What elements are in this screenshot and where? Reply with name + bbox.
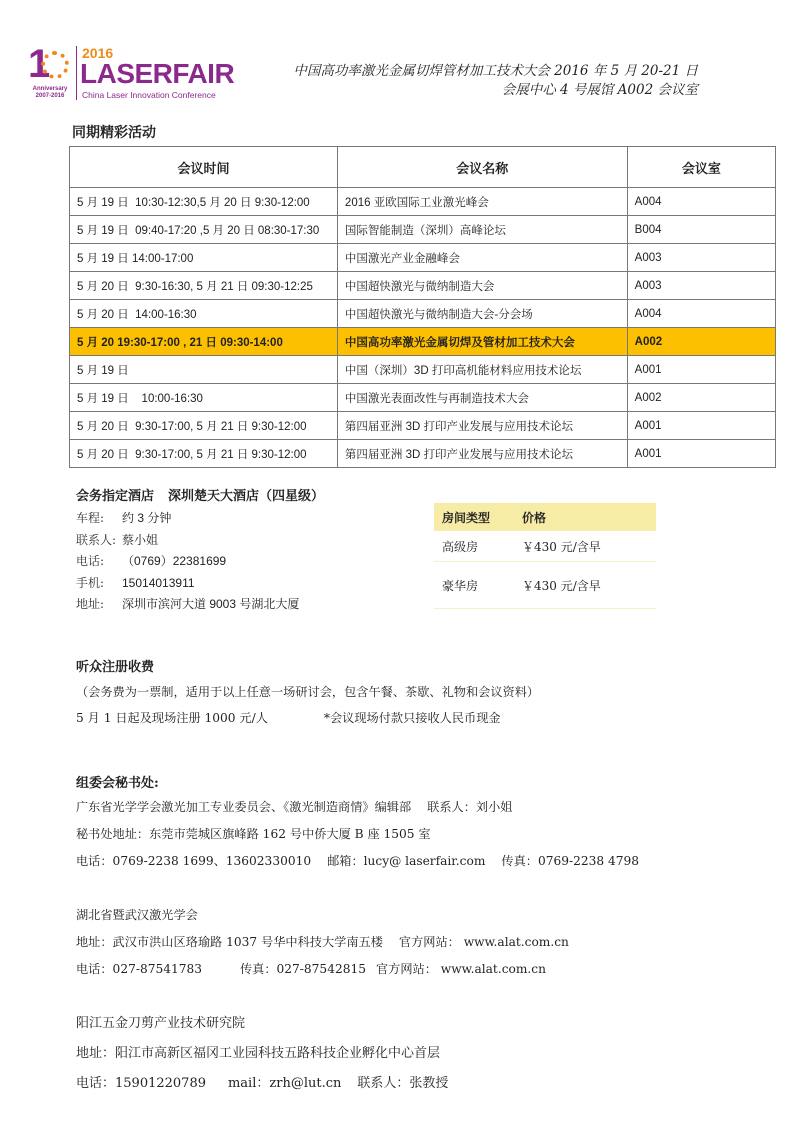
- cell-time: 5 月 20 日 9:30-17:00, 5 月 21 日 9:30-12:00: [70, 440, 338, 468]
- secretariat-address: 秘书处地址：东莞市莞城区旗峰路 162 号中侨大厦 B 座 1505 室: [76, 827, 431, 841]
- cell-name: 中国激光表面改性与再制造技术大会: [337, 384, 627, 412]
- hotel-detail-row: 手机: 15014013911: [76, 575, 195, 590]
- cell-name: 中国高功率激光金属切焊及管材加工技术大会: [337, 328, 627, 356]
- logo-divider: [76, 46, 77, 100]
- table-row: [70, 412, 776, 440]
- cell-room: A004: [627, 188, 775, 216]
- table-row: [70, 356, 776, 384]
- fee-price: 5 月 1 日起及现场注册 1000 元/人: [76, 711, 268, 725]
- logo-brand: LASERFAIR: [80, 58, 235, 89]
- hubei-name: 湖北省暨武汉激光学会: [76, 908, 198, 922]
- hubei-website-2[interactable]: 官方网站： www.alat.com.cn: [375, 962, 546, 976]
- table-row: [70, 300, 776, 328]
- yangjiang-address: 地址：阳江市高新区福冈工业园科技五路科技企业孵化中心首层: [76, 1046, 441, 1061]
- cell-time: 5 月 20 日 14:00-16:30: [70, 300, 338, 328]
- cash-note: *会议现场付款只接收人民币现金: [323, 711, 501, 725]
- hotel-detail-row: 车程: 约 3 分钟: [76, 511, 172, 525]
- cell-room: A003: [627, 272, 775, 300]
- cell-time: 5 月 20 日 9:30-16:30, 5 月 21 日 09:30-12:25: [70, 272, 338, 300]
- room-price-table: [434, 503, 656, 609]
- cell-time: 5 月 19 日: [70, 356, 338, 384]
- logo-anniversary: Anniversary 2007-2016: [32, 86, 68, 99]
- table-row: [70, 188, 776, 216]
- cell-name: 国际智能制造（深圳）高峰论坛: [337, 216, 627, 244]
- secretariat-contact-line: [76, 852, 639, 869]
- logo-tagline: China Laser Innovation Conference: [82, 90, 216, 100]
- column-header-room: 会议室: [627, 147, 775, 188]
- logo-ring-icon: [41, 51, 69, 79]
- fee-note: （会务费为一票制，适用于以上任意一场研讨会，包含午餐、茶歇、礼物和会议资料）: [76, 685, 540, 699]
- logo-numeral: 1: [28, 42, 49, 86]
- cell-room: A001: [627, 412, 775, 440]
- hotel-detail-row: 联系人: 蔡小姐: [76, 532, 159, 547]
- cell-name: 第四届亚洲 3D 打印产业发展与应用技术论坛: [337, 412, 627, 440]
- cell-room: A002: [627, 328, 775, 356]
- cell-room: A001: [627, 356, 775, 384]
- fee-price-line: [76, 709, 501, 726]
- hotel-detail-row: 地址: 深圳市滨河大道 9003 号湖北大厦: [76, 597, 300, 611]
- table-row: [70, 244, 776, 272]
- cell-time: 5 月 19 日 09:40-17:20 ,5 月 20 日 08:30-17:30: [70, 216, 338, 244]
- hotel-name: 深圳楚天大酒店（四星级）: [168, 489, 325, 504]
- secretariat-fax: 传真：0769-2238 4798: [501, 854, 639, 868]
- organizers-title: 组委会秘书处:: [76, 776, 159, 791]
- cell-time: 5 月 19 日 10:00-16:30: [70, 384, 338, 412]
- room-row: 豪华房 ￥430 元/含早: [434, 562, 656, 609]
- table-row: [70, 440, 776, 468]
- column-header-name: 会议名称: [337, 147, 627, 188]
- cell-name: 中国超快激光与微纳制造大会-分会场: [337, 300, 627, 328]
- cell-name: 中国激光产业金融峰会: [337, 244, 627, 272]
- cell-time: 5 月 20 日 9:30-17:00, 5 月 21 日 9:30-12:00: [70, 412, 338, 440]
- room-row: 高级房 ￥430 元/含早: [434, 531, 656, 562]
- table-row: [70, 328, 776, 356]
- secretariat-phone: 电话：0769-2238 1699、13602330010: [76, 854, 312, 868]
- table-row: [70, 216, 776, 244]
- cell-room: A003: [627, 244, 775, 272]
- cell-name: 中国超快激光与微纳制造大会: [337, 272, 627, 300]
- conference-header: [293, 62, 698, 100]
- schedule-title: 同期精彩活动: [72, 125, 156, 141]
- cell-time: 5 月 19 日 10:30-12:30,5 月 20 日 9:30-12:00: [70, 188, 338, 216]
- cell-name: 2016 亚欧国际工业激光峰会: [337, 188, 627, 216]
- cell-name: 第四届亚洲 3D 打印产业发展与应用技术论坛: [337, 440, 627, 468]
- fee-title: 听众注册收费: [76, 660, 155, 675]
- cell-room: B004: [627, 216, 775, 244]
- cell-room: A001: [627, 440, 775, 468]
- yangjiang-name: 阳江五金刀剪产业技术研究院: [76, 1016, 246, 1031]
- table-header-row: [70, 147, 776, 188]
- laserfair-logo: [28, 42, 235, 104]
- room-table-header: 房间类型 价格: [434, 503, 656, 531]
- cell-time: 5 月 19 日 14:00-17:00: [70, 244, 338, 272]
- yangjiang-mail[interactable]: mail：zrh@lut.cn: [227, 1076, 342, 1091]
- table-row: [70, 384, 776, 412]
- table-row: [70, 272, 776, 300]
- cell-room: A004: [627, 300, 775, 328]
- secretariat-line: 广东省光学学会激光加工专业委员会、《激光制造商情》编辑部 联系人：刘小姐: [76, 800, 513, 814]
- column-header-time: 会议时间: [70, 147, 338, 188]
- secretariat-email[interactable]: 邮箱：lucy@ laserfair.com: [327, 854, 486, 868]
- header-line-2: 会展中心 4 号展馆 A002 会议室: [501, 82, 698, 98]
- schedule-table: [69, 146, 776, 468]
- cell-room: A002: [627, 384, 775, 412]
- cell-name: 中国（深圳）3D 打印高机能材料应用技术论坛: [337, 356, 627, 384]
- hotel-detail-row: 电话: （0769）22381699: [76, 554, 227, 568]
- logo-year: 2016: [82, 45, 114, 61]
- header-line-1: 中国高功率激光金属切焊管材加工技术大会 2016 年 5 月 20-21 日: [293, 63, 698, 79]
- cell-time: 5 月 20 19:30-17:00 , 21 日 09:30-14:00: [70, 328, 338, 356]
- hotel-details: [76, 508, 299, 616]
- hubei-website[interactable]: 官方网站： www.alat.com.cn: [398, 935, 569, 949]
- hubei-contact-line: 电话：027-87541783 传真：027-87542815 官方网站： www.alat.com.cn: [76, 962, 546, 976]
- hotel-title: 会务指定酒店 深圳楚天大酒店（四星级）: [76, 489, 325, 504]
- hubei-address-line: 地址：武汉市洪山区珞瑜路 1037 号华中科技大学南五楼 官方网站： www.alat.com.cn: [76, 935, 569, 949]
- yangjiang-contact-line: 电话：15901220789 mail：zrh@lut.cn 联系人：张教授: [76, 1076, 449, 1091]
